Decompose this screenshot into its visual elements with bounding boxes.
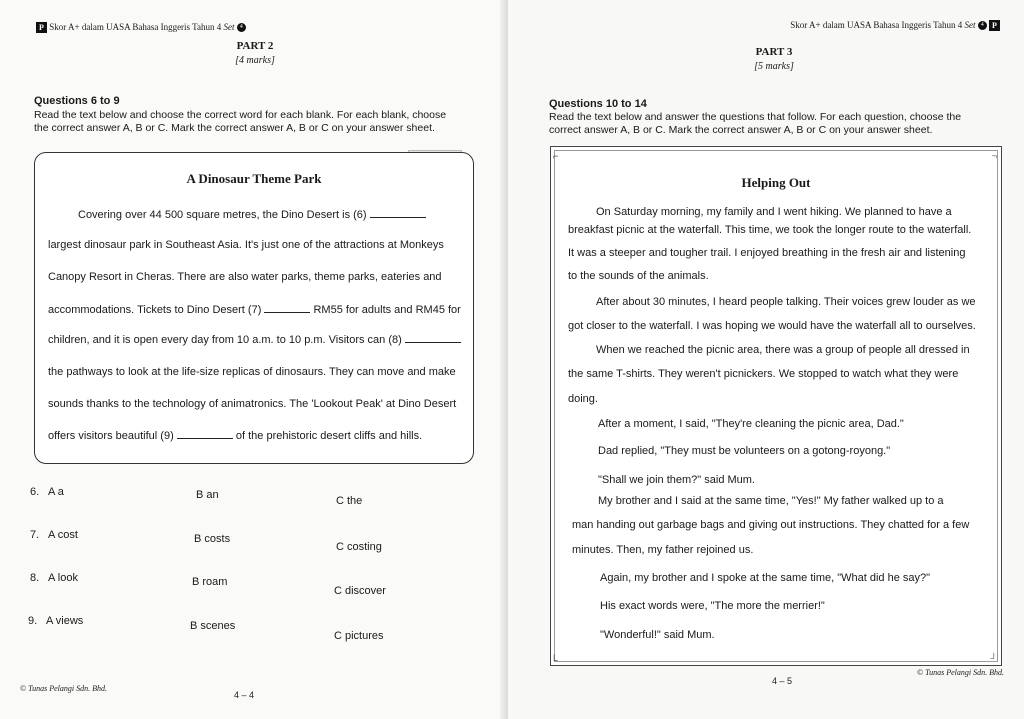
story-line: After about 30 minutes, I heard people talking. Their voices grew louder as we bbox=[596, 296, 976, 308]
passage-line: sounds thanks to the technology of animatronics. The 'Lookout Peak' at Dino Desert bbox=[48, 398, 457, 410]
book-title: Skor A+ dalam UASA Bahasa Inggeris Tahun 4 bbox=[790, 20, 963, 30]
option-c[interactable]: C discover bbox=[334, 585, 386, 597]
story-line: Again, my brother and I spoke at the same time, "What did he say?" bbox=[600, 572, 931, 584]
option-b[interactable]: B roam bbox=[192, 576, 228, 588]
publisher-logo: P bbox=[989, 20, 1000, 31]
corner-ornament-icon: ⌐ bbox=[553, 151, 559, 161]
instruction-line: Read the text below and answer the questions that follow. For each question, choose the bbox=[549, 111, 962, 123]
story-line: When we reached the picnic area, there was a group of people all dressed in bbox=[596, 344, 970, 356]
copyright-footer: © Tunas Pelangi Sdn. Bhd. bbox=[20, 684, 107, 693]
option-c[interactable]: C pictures bbox=[334, 630, 384, 642]
passage-title: A Dinosaur Theme Park bbox=[186, 171, 322, 186]
passage-line: children, and it is open every day from 10 a.m. to 10 p.m. Visitors can (8) bbox=[48, 333, 461, 346]
story-line: It was a steeper and tougher trail. I enjoyed breathing in the fresh air and listening bbox=[568, 247, 966, 259]
story-line: "Shall we join them?" said Mum. bbox=[598, 474, 755, 486]
instructions bbox=[34, 109, 494, 135]
set-number-badge: 4 bbox=[237, 23, 246, 32]
passage-line: offers visitors beautiful (9) of the prehistoric desert cliffs and hills. bbox=[48, 430, 423, 442]
question-number: 7. bbox=[30, 529, 40, 541]
story-line: the same T-shirts. They weren't picnickers. We stopped to watch what they were bbox=[568, 368, 959, 380]
story-line: After a moment, I said, "They're cleaning the picnic area, Dad." bbox=[598, 418, 904, 430]
story-line: got closer to the waterfall. I was hoping we would have the waterfall all to ourselves. bbox=[568, 320, 976, 332]
passage-line: Canopy Resort in Cheras. There are also water parks, theme parks, eateries and bbox=[48, 271, 442, 283]
question-number: 6. bbox=[30, 486, 40, 498]
answer-blank bbox=[177, 429, 233, 439]
answer-blank bbox=[370, 208, 426, 218]
corner-ornament-icon: L bbox=[553, 653, 559, 663]
instructions bbox=[549, 111, 1009, 137]
option-a[interactable]: A views bbox=[46, 615, 84, 627]
part-marks: [4 marks] bbox=[235, 55, 275, 66]
story-line: "Wonderful!" said Mum. bbox=[600, 629, 715, 641]
question-number: 8. bbox=[30, 572, 40, 584]
question-number: 9. bbox=[28, 615, 38, 627]
part-marks: [5 marks] bbox=[754, 61, 794, 72]
instruction-line: correct answer A, B or C. Mark the correct answer A, B or C on your answer sheet. bbox=[549, 124, 933, 136]
option-b[interactable]: B scenes bbox=[190, 620, 236, 632]
option-a[interactable]: A a bbox=[48, 486, 64, 498]
instruction-line: Read the text below and choose the correct word for each blank. For each blank, choose bbox=[34, 109, 447, 121]
part-title: PART 3 bbox=[755, 46, 793, 58]
instruction-line: the correct answer A, B or C. Mark the correct answer A, B or C on your answer sheet. bbox=[34, 122, 435, 134]
story-line: His exact words were, "The more the merrier!" bbox=[600, 600, 825, 612]
option-a[interactable]: A look bbox=[48, 572, 78, 584]
book-title: Skor A+ dalam UASA Bahasa Inggeris Tahun 4 bbox=[49, 22, 222, 32]
passage-line: largest dinosaur park in Southeast Asia. It's just one of the attractions at Monkeys bbox=[48, 239, 444, 251]
story-title: Helping Out bbox=[741, 175, 811, 190]
story-line: minutes. Then, my father rejoined us. bbox=[572, 544, 754, 556]
page-number: 4 – 5 bbox=[772, 676, 793, 686]
option-c[interactable]: C the bbox=[336, 495, 363, 507]
set-label: Set bbox=[223, 22, 235, 32]
part-heading bbox=[220, 40, 290, 66]
publisher-logo: P bbox=[36, 22, 47, 33]
story-line: breakfast picnic at the waterfall. This time, we took the longer route to the waterfall. bbox=[568, 224, 972, 236]
part-heading bbox=[744, 46, 804, 72]
copyright-footer: © Tunas Pelangi Sdn. Bhd. bbox=[917, 668, 1004, 677]
answer-blank bbox=[405, 333, 461, 343]
option-b[interactable]: B an bbox=[196, 489, 219, 501]
set-number-badge: 4 bbox=[978, 21, 987, 30]
questions-heading: Questions 10 to 14 bbox=[549, 98, 647, 110]
story-line: man handing out garbage bags and giving out instructions. They chatted for a few bbox=[572, 519, 970, 531]
story-line: to the sounds of the animals. bbox=[568, 270, 709, 282]
corner-ornament-icon: ¬ bbox=[991, 151, 997, 161]
story-line: doing. bbox=[568, 393, 598, 405]
passage-line: the pathways to look at the life-size replicas of dinosaurs. They can move and make bbox=[48, 366, 456, 378]
story-line: Dad replied, "They must be volunteers on a gotong-royong." bbox=[598, 445, 891, 457]
story-line: On Saturday morning, my family and I went hiking. We planned to have a bbox=[596, 206, 952, 218]
right-page bbox=[508, 0, 1024, 719]
option-b[interactable]: B costs bbox=[194, 533, 231, 545]
left-page bbox=[0, 0, 508, 719]
part-title: PART 2 bbox=[236, 40, 274, 52]
left-header bbox=[36, 22, 246, 33]
option-a[interactable]: A cost bbox=[48, 529, 78, 541]
passage-line: accommodations. Tickets to Dino Desert (7) RM55 for adults and RM45 for bbox=[48, 304, 461, 316]
set-label: Set bbox=[964, 20, 976, 30]
right-header bbox=[790, 20, 1000, 31]
answer-blank bbox=[264, 303, 310, 313]
questions-heading: Questions 6 to 9 bbox=[34, 95, 120, 107]
option-c[interactable]: C costing bbox=[336, 541, 382, 553]
corner-ornament-icon: ┘ bbox=[990, 653, 997, 663]
passage-line: Covering over 44 500 square metres, the Dino Desert is (6) bbox=[78, 208, 426, 221]
page-number: 4 – 4 bbox=[234, 690, 255, 700]
story-line: My brother and I said at the same time, "Yes!" My father walked up to a bbox=[598, 495, 944, 507]
